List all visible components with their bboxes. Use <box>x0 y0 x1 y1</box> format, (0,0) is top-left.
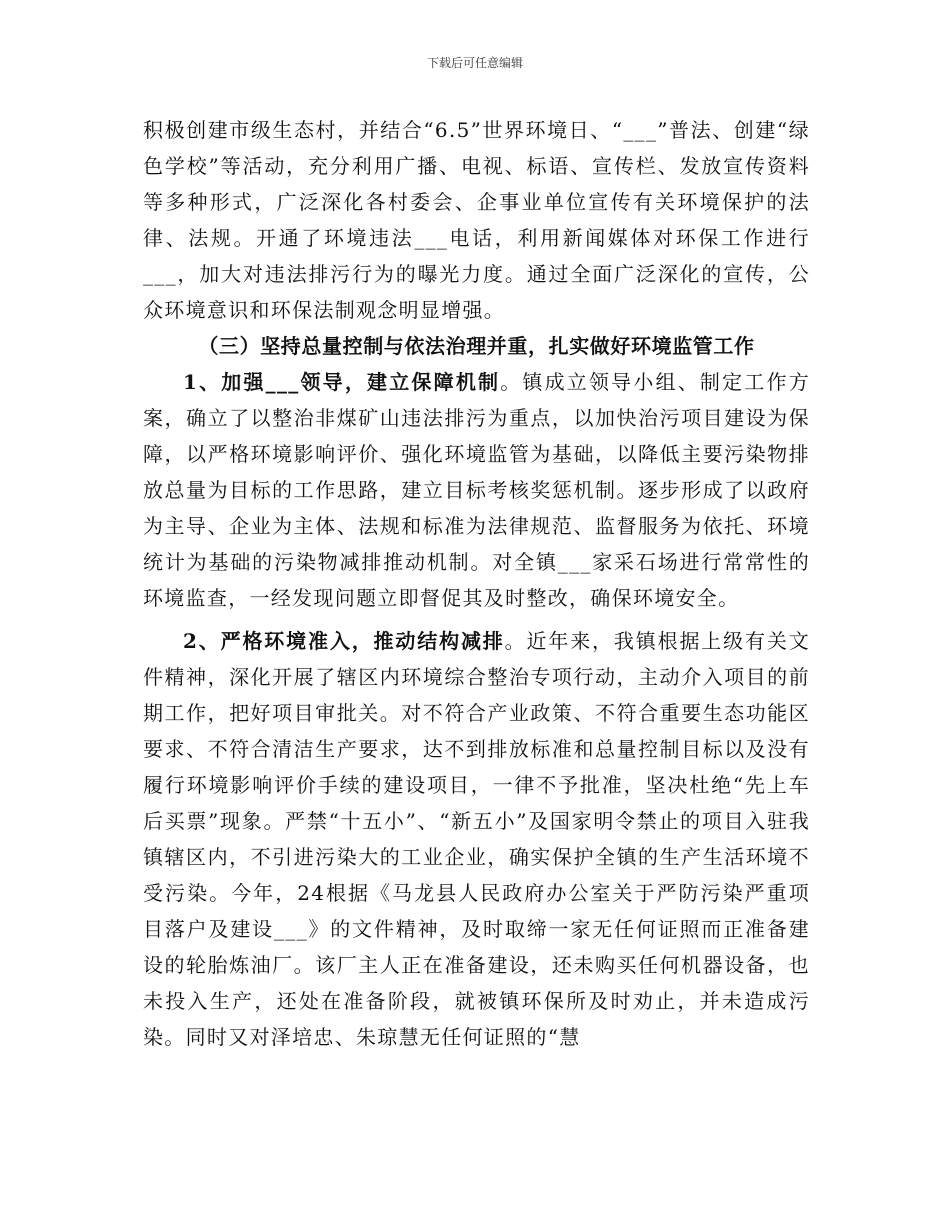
paragraph-access <box>143 623 810 1055</box>
paragraph-leadership <box>143 364 810 616</box>
paragraph-leadership-text: 。镇成立领导小组、制定工作方案，确立了以整治非煤矿山违法排污为重点，以加快治污项目建设为保障，以严格环境影响评价、强化环境监管为基础，以降低主要污染物排放总量为目标的工作思路，建立目标考核奖惩机制。逐步形成了以政府为主导、企业为主体、法规和标准为法律规范、监督服务为依托、环境统计为基础的污染物减排推动机制。对全镇___家采石场进行常常性的环境监查，一经发现问题立即督促其及时整改，确保环境安全。 <box>143 370 810 610</box>
paragraph-publicity: 积极创建市级生态村，并结合“6.5”世界环境日、“___”普法、创建“绿色学校”等活动，充分利用广播、电视、标语、宣传栏、发放宣传资料等多种形式，广泛深化各村委会、企事业单位宣传有关环境保护的法律、法规。开通了环境违法___电话，利用新闻媒体对环保工作进行___，加大对违法排污行为的曝光力度。通过全面广泛深化的宣传，公众环境意识和环保法制观念明显增强。 <box>143 118 810 322</box>
page-header: 下载后可任意编辑 <box>426 56 523 70</box>
paragraph-leadership-title: 1、加强___领导，建立保障机制 <box>183 370 501 394</box>
section-heading: （三）坚持总量控制与依法治理并重，扎实做好环境监管工作 <box>198 334 755 358</box>
document-body <box>143 112 810 1055</box>
paragraph-access-text: 。近年来，我镇根据上级有关文件精神，深化开展了辖区内环境综合整治专项行动，主动介入项目的前期工作，把好项目审批关。对不符合产业政策、不符合重要生态功能区要求、不符合清洁生产要求，达不到排放标准和总量控制目标以及没有履行环境影响评价手续的建设项目，一律不予批准，坚决杜绝“先上车后买票”现象。严禁“十五小”、“新五小”及国家明令禁止的项目入驻我镇辖区内，不引进污染大的工业企业，确实保护全镇的生产生活环境不受污染。今年，24根据《马龙县人民政府办公室关于严防污染严重项目落户及建设___》的文件精神，及时取缔一家无任何证照而正准备建设的轮胎炼油厂。该厂主人正在准备建设，还未购买任何机器设备，也未投入生产，还处在准备阶段，就被镇环保所及时劝止，并未造成污染。同时又对泽培忠、朱琼慧无任何证照的“慧 <box>143 629 810 1049</box>
paragraph-access-title: 2、严格环境准入，推动结构减排 <box>183 629 505 653</box>
